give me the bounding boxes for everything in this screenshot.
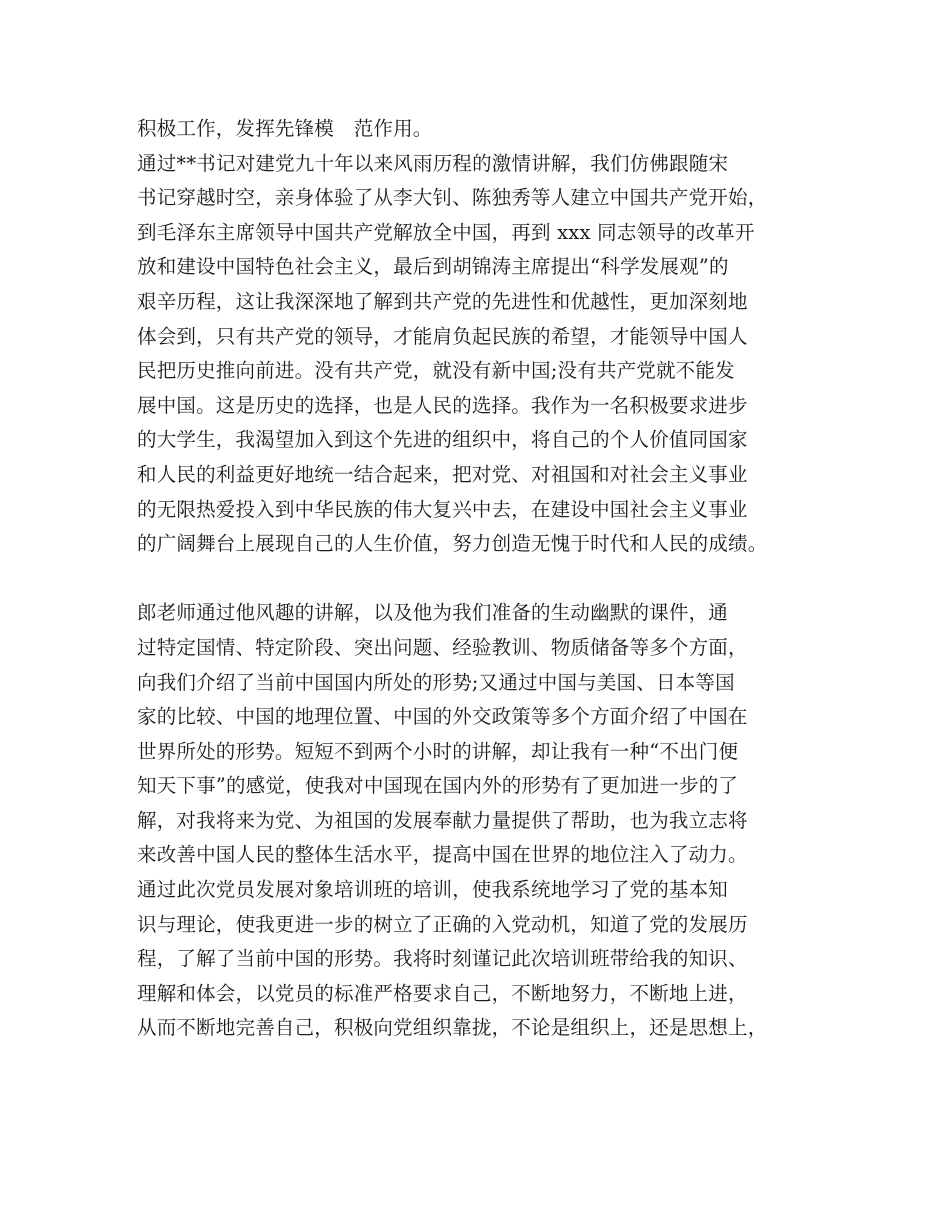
text-line: 知天下事”的感觉，使我对中国现在国内外的形势有了更加进一步的了 [137, 774, 739, 798]
text-line: 展中国。这是历史的选择，也是人民的选择。我作为一名积极要求进步 [137, 393, 748, 417]
text-line: 程，了解了当前中国的形势。我将时刻谨记此次培训班带给我的知识、 [137, 947, 748, 971]
text-line: 艰辛历程，这让我深深地了解到共产党的先进性和优越性，更加深刻地 [137, 289, 748, 313]
text-line: 的广阔舞台上展现自己的人生价值，努力创造无愧于时代和人民的成绩。 [137, 532, 768, 556]
text-line: 放和建设中国特色社会主义，最后到胡锦涛主席提出“科学发展观”的 [137, 255, 729, 279]
text-line: 到毛泽东主席领导中国共产党解放全中国，再到 xxx 同志领导的改革开 [137, 220, 755, 244]
text-line: 体会到，只有共产党的领导，才能肩负起民族的希望，才能领导中国人 [137, 324, 748, 348]
paragraph-1 [137, 112, 837, 147]
text-line: 家的比较、中国的地理位置、中国的外交政策等多个方面介绍了中国在 [137, 705, 748, 729]
paragraph-gap [137, 562, 837, 597]
text-line: 的无限热爱投入到中华民族的伟大复兴中去，在建设中国社会主义事业 [137, 497, 748, 521]
text-line: 的大学生，我渴望加入到这个先进的组织中，将自己的个人价值同国家 [137, 428, 748, 452]
text-line: 积极工作，发挥先锋模 范作用。 [137, 117, 433, 140]
paragraph-2 [137, 147, 837, 562]
text-line: 解，对我将来为党、为祖国的发展奉献力量提供了帮助，也为我立志将 [137, 808, 748, 832]
text-line: 向我们介绍了当前中国国内所处的形势;又通过中国与美国、日本等国 [137, 670, 735, 694]
text-line: 和人民的利益更好地统一结合起来，把对党、对祖国和对社会主义事业 [137, 462, 748, 486]
text-line: 书记穿越时空，亲身体验了从李大钊、陈独秀等人建立中国共产党开始， [137, 186, 768, 210]
text-line: 世界所处的形势。短短不到两个小时的讲解，却让我有一种“不出门便 [137, 739, 739, 763]
paragraph-3 [137, 596, 837, 873]
text-line: 通过**书记对建党九十年以来风雨历程的激情讲解，我们仿佛跟随宋 [137, 151, 729, 175]
text-line: 民把历史推向前进。没有共产党，就没有新中国;没有共产党就不能发 [137, 359, 735, 383]
document-body [137, 112, 837, 1046]
text-line: 通过此次党员发展对象培训班的培训，使我系统地学习了党的基本知 [137, 878, 729, 902]
text-line: 理解和体会，以党员的标准严格要求自己，不断地努力，不断地上进， [137, 981, 748, 1005]
text-line: 郎老师通过他风趣的讲解，以及他为我们准备的生动幽默的课件，通 [137, 601, 729, 625]
text-line: 从而不断地完善自己，积极向党组织靠拢，不论是组织上，还是思想上， [137, 1016, 768, 1040]
text-line: 来改善中国人民的整体生活水平，提高中国在世界的地位注入了动力。 [137, 843, 748, 867]
paragraph-4 [137, 873, 837, 1046]
text-line: 识与理论，使我更进一步的树立了正确的入党动机，知道了党的发展历 [137, 912, 748, 936]
text-line: 过特定国情、特定阶段、突出问题、经验教训、物质储备等多个方面， [137, 635, 748, 659]
